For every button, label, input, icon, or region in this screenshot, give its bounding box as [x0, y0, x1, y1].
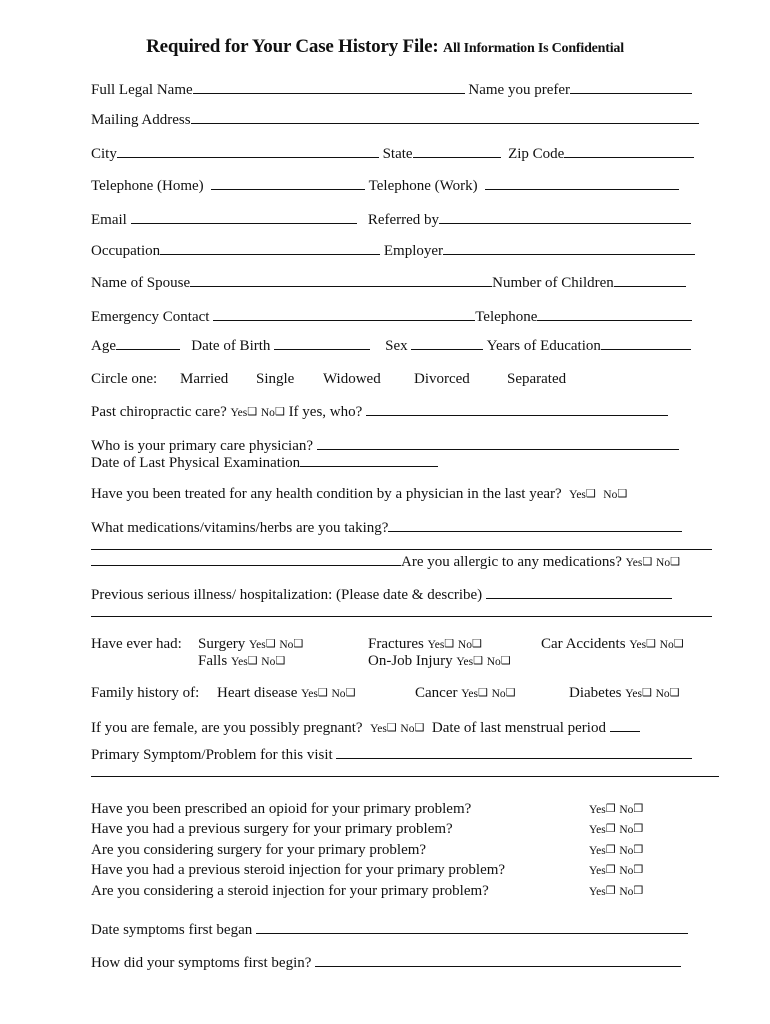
onjob-no-label: No	[486, 656, 501, 668]
row-emergency	[91, 307, 717, 326]
list-q-2-no-label: No	[619, 824, 634, 836]
telephone-label: Telephone	[475, 309, 538, 325]
row-how-began	[91, 953, 717, 972]
age-field[interactable]	[116, 336, 180, 350]
diabetes-yes-label: Yes	[625, 688, 642, 700]
circle-widowed[interactable]: Widowed	[323, 371, 381, 387]
fractures-no-checkbox[interactable]: ❑	[471, 638, 482, 650]
prefer-name-label: Name you prefer	[468, 82, 571, 98]
pregnant-yes-label: Yes	[370, 723, 387, 735]
chiro-yes-label: Yes	[230, 407, 248, 419]
list-q-3-no-label: No	[619, 845, 634, 857]
state-label: State	[382, 146, 413, 162]
heart-no-label: No	[331, 688, 346, 700]
cancer-no-label: No	[491, 688, 506, 700]
mailing-field[interactable]	[191, 110, 699, 124]
list-q-5-yes-checkbox[interactable]: ❒	[605, 885, 616, 897]
allergic-yes-checkbox[interactable]: ❑	[642, 556, 653, 568]
date-began-field[interactable]	[256, 920, 688, 934]
car-no-label: No	[659, 639, 674, 651]
title-confidential: All Information Is Confidential	[443, 41, 624, 56]
row-physical	[91, 453, 717, 472]
sex-field[interactable]	[411, 336, 483, 350]
falls-no-label: No	[261, 656, 276, 668]
employer-field[interactable]	[443, 241, 695, 255]
pcp-field[interactable]	[317, 436, 679, 450]
row-date-began	[91, 920, 717, 939]
heart-no-checkbox[interactable]: ❑	[345, 687, 356, 699]
cancer-yes-label: Yes	[461, 688, 478, 700]
employer-label: Employer	[383, 243, 444, 259]
email-label: Email	[91, 212, 127, 228]
dob-field[interactable]	[274, 336, 370, 350]
row-spouse	[91, 273, 717, 292]
onjob-yes-checkbox[interactable]: ❑	[473, 655, 483, 667]
primary-line-2[interactable]	[91, 776, 719, 777]
chiro-label: Past chiropractic care?	[91, 404, 227, 420]
fractures-yes-checkbox[interactable]: ❑	[444, 638, 455, 650]
illness-line-2[interactable]	[91, 616, 712, 617]
primary-label: Primary Symptom/Problem for this visit	[91, 747, 333, 763]
car-yes-checkbox[interactable]: ❑	[646, 638, 656, 650]
referred-label: Referred by	[367, 212, 440, 228]
ever-had-label: Have ever had:	[91, 636, 182, 652]
chiro-who-field[interactable]	[366, 402, 668, 416]
circle-separated[interactable]: Separated	[507, 371, 567, 387]
children-field[interactable]	[614, 273, 686, 287]
allergic-no-label: No	[656, 557, 671, 569]
list-q-1-yes-checkbox[interactable]: ❒	[605, 803, 616, 815]
illness-field[interactable]	[486, 585, 672, 599]
list-q-5: Are you considering a steroid injection for your primary problem?	[91, 883, 489, 899]
cancer-label: Cancer	[415, 685, 458, 701]
tel-home-field[interactable]	[211, 176, 365, 190]
row-allergic	[91, 552, 717, 572]
pregnant-no-checkbox[interactable]: ❑	[414, 722, 425, 734]
list-q-5-answers	[589, 882, 643, 901]
list-q-1: Have you been prescribed an opioid for your primary problem?	[91, 801, 472, 817]
pregnant-yes-checkbox[interactable]: ❑	[386, 722, 397, 734]
fractures-label: Fractures	[368, 636, 424, 652]
list-q-1-yes-label: Yes	[589, 804, 606, 816]
heart-yes-checkbox[interactable]: ❑	[317, 687, 328, 699]
diabetes-yes-checkbox[interactable]: ❑	[641, 687, 652, 699]
occupation-field[interactable]	[160, 241, 380, 255]
meds-line-3[interactable]	[91, 552, 401, 566]
family-label: Family history of:	[91, 685, 200, 701]
list-q-4-yes-checkbox[interactable]: ❒	[605, 864, 616, 876]
list-q-2-answers	[589, 820, 643, 839]
city-field[interactable]	[117, 144, 379, 158]
fractures-no-label: No	[457, 639, 472, 651]
row-pregnant	[91, 718, 717, 738]
list-q-5-no-checkbox[interactable]: ❒	[633, 885, 644, 897]
row-primary	[91, 745, 717, 764]
onjob-label: On-Job Injury	[368, 653, 453, 669]
row-treated	[91, 485, 717, 504]
list-q-2: Have you had a previous surgery for your primary problem?	[91, 821, 453, 837]
fractures-yes-label: Yes	[427, 639, 445, 651]
cancer-no-checkbox[interactable]: ❑	[505, 687, 516, 699]
chiro-yes-checkbox[interactable]: ❑	[247, 406, 258, 418]
primary-field[interactable]	[336, 745, 692, 759]
row-chiro	[91, 402, 717, 422]
list-q-5-yes-label: Yes	[589, 886, 606, 898]
date-began-label: Date symptoms first began	[91, 922, 253, 938]
row-mailing	[91, 110, 717, 129]
tel-work-label: Telephone (Work)	[368, 178, 478, 194]
pregnant-no-label: No	[400, 723, 415, 735]
row-city	[91, 144, 717, 163]
city-label: City	[91, 146, 117, 162]
falls-yes-checkbox[interactable]: ❑	[247, 655, 258, 667]
list-q-4-no-label: No	[619, 865, 634, 877]
telephone-field[interactable]	[537, 307, 692, 321]
list-q-3-answers	[589, 841, 643, 860]
meds-line-2[interactable]	[91, 549, 712, 550]
car-no-checkbox[interactable]: ❑	[673, 638, 684, 650]
sex-label: Sex	[385, 338, 408, 354]
diabetes-no-checkbox[interactable]: ❑	[669, 687, 680, 699]
circle-divorced[interactable]: Divorced	[414, 371, 470, 387]
spouse-label: Name of Spouse	[91, 275, 191, 291]
diabetes-group	[569, 684, 680, 703]
age-label: Age	[91, 338, 116, 354]
heart-label: Heart disease	[217, 685, 298, 701]
list-q-2-yes-checkbox[interactable]: ❒	[605, 823, 616, 835]
heart-yes-label: Yes	[301, 688, 318, 700]
row-age	[91, 336, 717, 355]
allergic-no-checkbox[interactable]: ❑	[670, 556, 680, 568]
meds-label: What medications/vitamins/herbs are you taking?	[91, 520, 389, 536]
physical-field[interactable]	[300, 453, 438, 467]
prefer-name-field[interactable]	[570, 80, 692, 94]
heart-group	[217, 684, 355, 703]
illness-label: Previous serious illness/ hospitalization: (Please date & describe)	[91, 587, 483, 603]
education-label: Years of Education	[486, 338, 601, 354]
car-group	[541, 635, 684, 654]
row-name	[91, 80, 717, 99]
diabetes-no-label: No	[655, 688, 670, 700]
cancer-group	[415, 684, 516, 703]
row-illness	[91, 585, 717, 604]
emergency-label: Emergency Contact	[91, 309, 210, 325]
surgery-yes-checkbox[interactable]: ❑	[265, 638, 276, 650]
falls-label: Falls	[198, 653, 228, 669]
list-q-4-no-checkbox[interactable]: ❒	[633, 864, 644, 876]
row-email	[91, 210, 717, 229]
state-field[interactable]	[413, 144, 501, 158]
treated-no-label: No	[603, 489, 618, 501]
list-q-4: Have you had a previous steroid injection for your primary problem?	[91, 862, 506, 878]
title-main: Required for Your Case History File:	[146, 36, 439, 57]
onjob-no-checkbox[interactable]: ❑	[500, 655, 511, 667]
how-began-label: How did your symptoms first begin?	[91, 955, 312, 971]
how-began-field[interactable]	[315, 953, 681, 967]
onjob-yes-label: Yes	[456, 656, 474, 668]
treated-label: Have you been treated for any health condition by a physician in the last year?	[91, 486, 562, 502]
legal-name-field[interactable]	[193, 80, 465, 94]
menstrual-label: Date of last menstrual period	[431, 720, 606, 736]
row-occupation	[91, 241, 717, 260]
treated-yes-checkbox[interactable]: ❑	[585, 488, 596, 500]
circle-married[interactable]: Married	[180, 371, 229, 387]
list-q-5-no-label: No	[619, 886, 634, 898]
falls-group	[198, 652, 285, 671]
car-label: Car Accidents	[541, 636, 626, 652]
falls-no-checkbox[interactable]: ❑	[275, 655, 286, 667]
list-q-1-no-label: No	[619, 804, 634, 816]
occupation-label: Occupation	[91, 243, 161, 259]
list-q-4-yes-label: Yes	[589, 865, 606, 877]
onjob-group	[368, 652, 511, 671]
chiro-no-checkbox[interactable]: ❑	[274, 406, 285, 418]
surgery-no-label: No	[279, 639, 294, 651]
pregnant-label: If you are female, are you possibly pregnant?	[91, 720, 363, 736]
dob-label: Date of Birth	[191, 338, 271, 354]
allergic-label: Are you allergic to any medications?	[401, 554, 622, 570]
list-q-3-yes-label: Yes	[589, 845, 606, 857]
car-yes-label: Yes	[629, 639, 647, 651]
list-q-3: Are you considering surgery for your primary problem?	[91, 842, 427, 858]
legal-name-label: Full Legal Name	[91, 82, 193, 98]
surgery-label: Surgery	[198, 636, 246, 652]
surgery-no-checkbox[interactable]: ❑	[293, 638, 304, 650]
children-label: Number of Children	[492, 275, 614, 291]
circle-label: Circle one:	[91, 371, 158, 387]
mailing-label: Mailing Address	[91, 112, 191, 128]
email-field[interactable]	[131, 210, 357, 224]
menstrual-field[interactable]	[610, 718, 640, 732]
treated-yes-label: Yes	[569, 489, 586, 501]
pcp-label: Who is your primary care physician?	[91, 438, 314, 454]
list-q-2-yes-label: Yes	[589, 824, 606, 836]
diabetes-label: Diabetes	[569, 685, 622, 701]
tel-work-field[interactable]	[485, 176, 679, 190]
chiro-who-label: If yes, who?	[288, 404, 363, 420]
tel-home-label: Telephone (Home)	[91, 178, 204, 194]
education-field[interactable]	[601, 336, 691, 350]
referred-field[interactable]	[439, 210, 691, 224]
circle-single[interactable]: Single	[256, 371, 295, 387]
list-q-3-yes-checkbox[interactable]: ❒	[605, 844, 616, 856]
zip-field[interactable]	[564, 144, 694, 158]
chiro-no-label: No	[260, 407, 275, 419]
row-meds	[91, 518, 717, 537]
row-telephone	[91, 176, 717, 195]
list-q-2-no-checkbox[interactable]: ❒	[633, 823, 644, 835]
treated-no-checkbox[interactable]: ❑	[617, 488, 628, 500]
zip-label: Zip Code	[508, 146, 565, 162]
list-q-4-answers	[589, 861, 643, 880]
list-q-1-answers	[589, 800, 643, 819]
list-q-3-no-checkbox[interactable]: ❒	[633, 844, 644, 856]
falls-yes-label: Yes	[230, 656, 248, 668]
allergic-yes-label: Yes	[625, 557, 643, 569]
spouse-field[interactable]	[190, 273, 492, 287]
meds-field[interactable]	[388, 518, 682, 532]
emergency-field[interactable]	[213, 307, 475, 321]
surgery-yes-label: Yes	[248, 639, 266, 651]
cancer-yes-checkbox[interactable]: ❑	[477, 687, 488, 699]
form-title	[0, 36, 770, 58]
list-q-1-no-checkbox[interactable]: ❒	[633, 803, 644, 815]
physical-label: Date of Last Physical Examination	[91, 455, 301, 471]
